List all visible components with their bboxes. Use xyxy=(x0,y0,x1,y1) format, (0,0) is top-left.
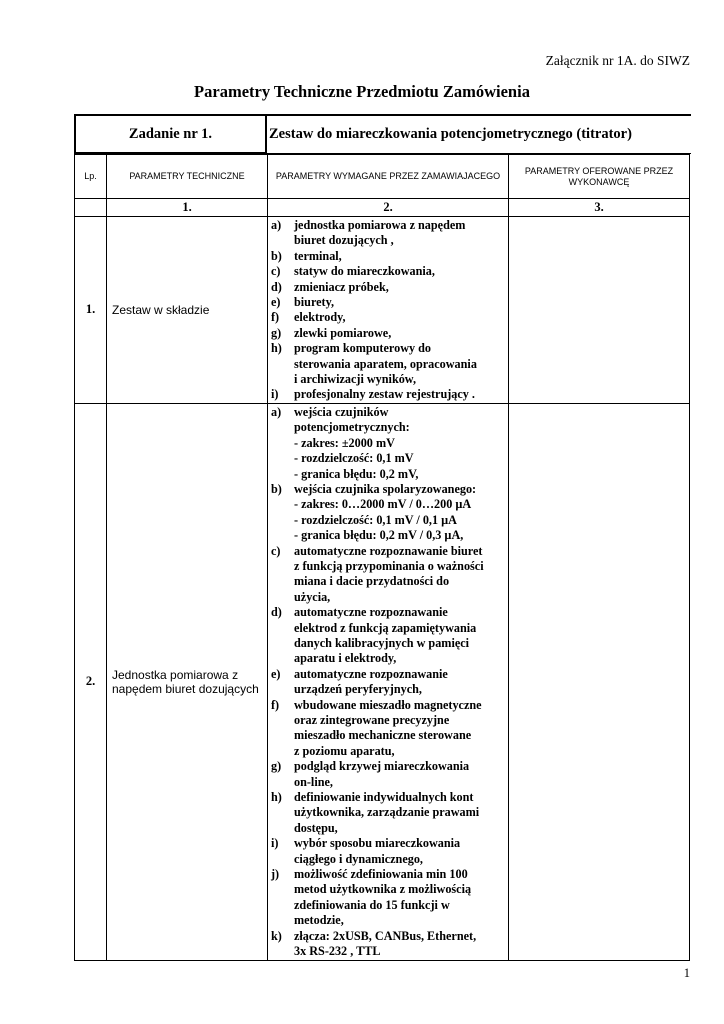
requirement-line: terminal, xyxy=(294,248,342,263)
row-parameter-name: Zestaw w składzie xyxy=(107,217,268,404)
task-header xyxy=(74,114,691,154)
requirement-text xyxy=(294,836,506,867)
requirement-text xyxy=(294,867,506,929)
requirement-line: jednostka pomiarowa z napędem xyxy=(294,218,466,232)
row-offered-cell[interactable] xyxy=(509,217,690,404)
requirement-letter: c) xyxy=(271,543,281,558)
requirement-line: ciągłego i dynamicznego, xyxy=(294,851,423,866)
requirement-text xyxy=(294,249,506,264)
parameters-table xyxy=(74,154,690,961)
requirement-item xyxy=(271,295,506,310)
requirement-letter: f) xyxy=(271,697,280,712)
requirement-line: automatyczne rozpoznawanie xyxy=(294,605,448,620)
task-label: Zadanie nr 1. xyxy=(74,114,267,154)
requirement-item xyxy=(271,264,506,279)
requirement-line: automatyczne rozpoznawanie biuret xyxy=(294,543,483,558)
requirement-line: danych kalibracyjnych w pamięci xyxy=(294,635,470,650)
task-subject: Zestaw do miareczkowania potencjometrycznego (titrator) xyxy=(267,114,691,154)
requirement-text xyxy=(294,387,506,402)
requirement-item xyxy=(271,280,506,295)
requirement-text xyxy=(294,310,506,325)
requirement-line: użycia, xyxy=(294,589,331,604)
row-parameter-name: Jednostka pomiarowa z napędem biuret dozujących xyxy=(107,403,268,960)
requirement-line: wejścia czujników xyxy=(294,404,389,419)
requirement-text xyxy=(294,929,506,960)
requirement-item xyxy=(271,326,506,341)
requirement-item xyxy=(271,836,506,867)
requirement-line: - rozdzielczość: 0,1 mV xyxy=(294,451,414,466)
requirement-line: sterowania aparatem, opracowania xyxy=(294,356,477,371)
requirement-item xyxy=(271,387,506,402)
requirement-line: aparatu i elektrody, xyxy=(294,651,397,666)
requirement-line: urządzeń peryferyjnych, xyxy=(294,682,422,697)
requirement-line: on-line, xyxy=(294,774,333,789)
requirement-item xyxy=(271,544,506,606)
requirement-line: - zakres: ±2000 mV xyxy=(294,435,395,450)
requirement-letter: i) xyxy=(271,387,279,402)
requirement-item xyxy=(271,605,506,667)
requirement-line: biuret dozujących , xyxy=(294,233,394,248)
requirement-text xyxy=(294,667,506,698)
requirement-line: automatyczne rozpoznawanie xyxy=(294,666,448,681)
requirement-letter: j) xyxy=(271,867,280,882)
column-header-lp: Lp. xyxy=(75,155,107,199)
column-number: 1. xyxy=(107,199,268,217)
page-number: 1 xyxy=(683,966,690,980)
requirement-line: biurety, xyxy=(294,295,335,310)
requirement-letter: g) xyxy=(271,759,282,774)
requirement-text xyxy=(294,280,506,295)
requirement-line: miana i dacie przydatności do xyxy=(294,574,450,589)
requirement-letter: d) xyxy=(271,605,282,620)
column-header-params: PARAMETRY TECHNICZNE xyxy=(107,155,268,199)
requirement-item xyxy=(271,667,506,698)
requirement-letter: b) xyxy=(271,248,282,263)
requirement-letter: i) xyxy=(271,836,279,851)
requirement-text xyxy=(294,482,506,544)
row-number: 2. xyxy=(75,403,107,960)
requirement-line: z poziomu aparatu, xyxy=(294,743,395,758)
requirement-text xyxy=(294,295,506,310)
column-header-required: PARAMETRY WYMAGANE PRZEZ ZAMAWIAJACEGO xyxy=(268,155,509,199)
requirement-text xyxy=(294,544,506,606)
requirement-line: - zakres: 0…2000 mV / 0…200 µA xyxy=(294,497,472,512)
row-required-list xyxy=(268,403,509,960)
requirement-line: zlewki pomiarowe, xyxy=(294,325,392,340)
requirement-letter: h) xyxy=(271,790,282,805)
requirement-line: definiowanie indywidualnych kont xyxy=(294,790,474,805)
requirement-line: statyw do miareczkowania, xyxy=(294,264,435,279)
requirement-text xyxy=(294,218,506,249)
requirement-line: z funkcją przypominania o ważności xyxy=(294,558,484,573)
requirement-line: metod użytkownika z możliwością xyxy=(294,882,472,897)
requirement-letter: c) xyxy=(271,264,281,279)
requirement-item xyxy=(271,759,506,790)
requirement-line: metodzie, xyxy=(294,913,344,928)
requirement-text xyxy=(294,264,506,279)
requirement-item xyxy=(271,249,506,264)
page-title: Parametry Techniczne Przedmiotu Zamówienia xyxy=(194,82,530,101)
requirement-line: zdefiniowania do 15 funkcji w xyxy=(294,897,450,912)
requirement-line: - granica błędu: 0,2 mV / 0,3 µA, xyxy=(294,528,464,543)
requirement-line: mieszadło mechaniczne sterowane xyxy=(294,728,472,743)
column-header-offered: PARAMETRY OFEROWANE PRZEZ WYKONAWCĘ xyxy=(509,155,690,199)
requirement-item xyxy=(271,405,506,482)
requirement-item xyxy=(271,218,506,249)
requirement-text xyxy=(294,759,506,790)
requirement-text xyxy=(294,605,506,667)
requirement-line: użytkownika, zarządzanie prawami xyxy=(294,805,480,820)
requirement-line: profesjonalny zestaw rejestrujący . xyxy=(294,387,475,402)
requirement-line: podgląd krzywej miareczkowania xyxy=(294,759,470,774)
row-required-list xyxy=(268,217,509,404)
requirement-line: wybór sposobu miareczkowania xyxy=(294,836,461,851)
column-number-empty xyxy=(75,199,107,217)
requirement-text xyxy=(294,341,506,387)
requirement-item xyxy=(271,790,506,836)
requirement-letter: b) xyxy=(271,481,282,496)
requirement-letter: f) xyxy=(271,310,280,325)
requirement-letter: a) xyxy=(271,404,282,419)
requirement-line: elektrody, xyxy=(294,310,346,325)
requirement-letter: e) xyxy=(271,666,281,681)
column-header-row xyxy=(75,155,690,199)
row-offered-cell[interactable] xyxy=(509,403,690,960)
requirement-text xyxy=(294,698,506,760)
requirement-letter: g) xyxy=(271,325,282,340)
requirement-item xyxy=(271,867,506,929)
requirement-item xyxy=(271,698,506,760)
requirement-letter: e) xyxy=(271,295,281,310)
column-number: 3. xyxy=(509,199,690,217)
row-number: 1. xyxy=(75,217,107,404)
requirement-letter: a) xyxy=(271,218,282,232)
column-number: 2. xyxy=(268,199,509,217)
table-row xyxy=(75,217,690,404)
requirement-line: i archiwizacji wyników, xyxy=(294,372,416,387)
requirement-item xyxy=(271,341,506,387)
requirement-line: program komputerowy do xyxy=(294,341,432,356)
requirement-line: elektrod z funkcją zapamiętywania xyxy=(294,620,477,635)
requirement-line: złącza: 2xUSB, CANBus, Ethernet, xyxy=(294,928,477,943)
requirement-text xyxy=(294,326,506,341)
requirement-item xyxy=(271,929,506,960)
requirement-item xyxy=(271,310,506,325)
requirement-line: możliwość zdefiniowania min 100 xyxy=(294,867,468,882)
requirement-line: oraz zintegrowane precyzyjne xyxy=(294,713,450,727)
requirement-line: wejścia czujnika spolaryzowanego: xyxy=(294,481,477,496)
requirement-line: dostępu, xyxy=(294,820,338,835)
requirement-line: wbudowane mieszadło magnetyczne xyxy=(294,697,482,712)
requirement-letter: d) xyxy=(271,279,282,294)
requirement-line: zmieniacz próbek, xyxy=(294,279,389,294)
requirement-text xyxy=(294,790,506,836)
requirement-line: potencjometrycznych: xyxy=(294,420,410,435)
requirement-line: 3x RS-232 , TTL xyxy=(294,944,381,959)
requirement-text xyxy=(294,405,506,482)
requirement-item xyxy=(271,482,506,544)
requirement-letter: k) xyxy=(271,928,282,943)
requirement-line: - rozdzielczość: 0,1 mV / 0,1 µA xyxy=(294,512,457,527)
annex-label: Załącznik nr 1A. do SIWZ xyxy=(545,53,690,68)
requirement-line: - granica błędu: 0,2 mV, xyxy=(294,466,419,481)
column-number-row xyxy=(75,199,690,217)
table-row xyxy=(75,403,690,960)
requirement-letter: h) xyxy=(271,341,282,356)
